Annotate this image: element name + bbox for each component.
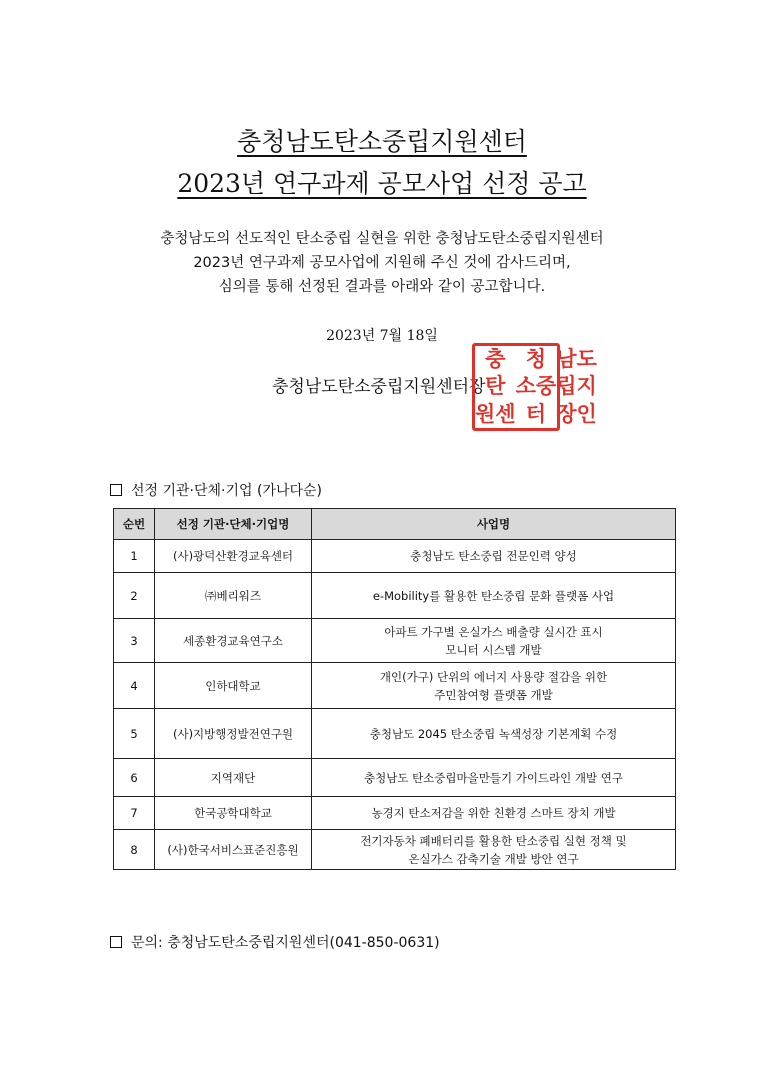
cell-project — [312, 830, 676, 870]
cell-no: 1 — [114, 540, 155, 573]
header-no: 순번 — [114, 509, 155, 540]
announcement-date: 2023년 7월 18일 — [326, 328, 438, 344]
project-line: 온실가스 감축기술 개발 방안 연구 — [408, 851, 579, 866]
table-row — [114, 709, 676, 759]
table-row — [114, 619, 676, 663]
cell-project — [312, 619, 676, 663]
table-row — [114, 663, 676, 709]
seal-char: 소 중 — [515, 374, 557, 399]
cell-no: 6 — [114, 759, 155, 797]
cell-no: 8 — [114, 830, 155, 870]
seal-char: 장 인 — [556, 401, 597, 426]
cell-org: 지역재단 — [155, 759, 312, 797]
project-line: 농경지 탄소저감을 위한 친환경 스마트 장치 개발 — [371, 806, 616, 820]
seal-char: 청 — [525, 347, 547, 372]
cell-no: 5 — [114, 709, 155, 759]
project-line: 전기자동차 폐배터리를 활용한 탄소중립 실현 정책 및 — [360, 833, 627, 848]
project-line: 모니터 시스템 개발 — [445, 642, 542, 657]
cell-org: (사)한국서비스표준진흥원 — [155, 830, 312, 870]
cell-org: 인하대학교 — [155, 663, 312, 709]
table-row — [114, 830, 676, 870]
seal-char: 터 — [525, 401, 547, 426]
intro-line-2: 2023년 연구과제 공모사업에 지원해 주신 것에 감사드리며, — [193, 255, 571, 271]
project-line: 개인(가구) 단위의 에너지 사용량 절감을 위한 — [379, 669, 608, 684]
cell-org: (사)지방행정발전연구원 — [155, 709, 312, 759]
project-line: e-Mobility를 활용한 탄소중립 문화 플랫폼 사업 — [372, 588, 615, 603]
title-line1: 충청남도탄소중립지원센터 — [237, 127, 527, 156]
cell-org: 세종환경교육연구소 — [155, 619, 312, 663]
section-title: 선정 기관·단체·기업 (가나다순) — [131, 483, 323, 499]
intro-line-1: 충청남도의 선도적인 탄소중립 실현을 위한 충청남도탄소중립지원센터 — [160, 231, 604, 247]
selection-table — [113, 508, 676, 870]
project-line: 아파트 가구별 온실가스 배출량 실시간 표시 — [384, 624, 603, 639]
cell-project — [312, 759, 676, 797]
seal-char: 남 도 — [556, 347, 597, 372]
cell-project — [312, 709, 676, 759]
cell-org: (사)광덕산환경교육센터 — [155, 540, 312, 573]
issuer-name: 충청남도탄소중립지원센터장 — [272, 377, 486, 397]
contact-info — [110, 932, 440, 952]
cell-project — [312, 797, 676, 830]
intro-line-3: 심의를 통해 선정된 결과를 아래와 같이 공고합니다. — [218, 279, 546, 295]
header-project: 사업명 — [312, 509, 676, 540]
header-org: 선정 기관·단체·기업명 — [155, 509, 312, 540]
seal-char: 충 — [485, 347, 506, 372]
project-line: 충청남도 탄소중립 전문인력 양성 — [410, 549, 577, 563]
checkbox-square-icon — [110, 936, 122, 948]
cell-project — [312, 663, 676, 709]
cell-project — [312, 540, 676, 573]
title-line2: 2023년 연구과제 공모사업 선정 공고 — [177, 169, 587, 198]
table-header-row — [114, 509, 676, 540]
official-seal-stamp — [472, 343, 597, 431]
cell-org: ㈜베리워즈 — [155, 573, 312, 619]
section-selected-orgs — [110, 480, 322, 500]
table-row — [114, 573, 676, 619]
cell-project — [312, 573, 676, 619]
table-row — [114, 759, 676, 797]
cell-org: 한국공학대학교 — [155, 797, 312, 830]
cell-no: 7 — [114, 797, 155, 830]
cell-no: 3 — [114, 619, 155, 663]
project-line: 주민참여형 플랫폼 개발 — [434, 687, 553, 702]
table-row — [114, 540, 676, 573]
seal-char: 원 센 — [475, 401, 516, 426]
seal-char: 립 지 — [556, 374, 597, 399]
cell-no: 2 — [114, 573, 155, 619]
cell-no: 4 — [114, 663, 155, 709]
contact-text: 문의: 충청남도탄소중립지원센터(041-850-0631) — [131, 935, 440, 951]
checkbox-square-icon — [110, 484, 122, 496]
project-line: 충청남도 2045 탄소중립 녹색성장 기본계획 수정 — [369, 726, 618, 741]
table-row — [114, 797, 676, 830]
project-line: 충청남도 탄소중립마을만들기 가이드라인 개발 연구 — [363, 770, 624, 785]
seal-char: 탄 — [485, 374, 506, 399]
